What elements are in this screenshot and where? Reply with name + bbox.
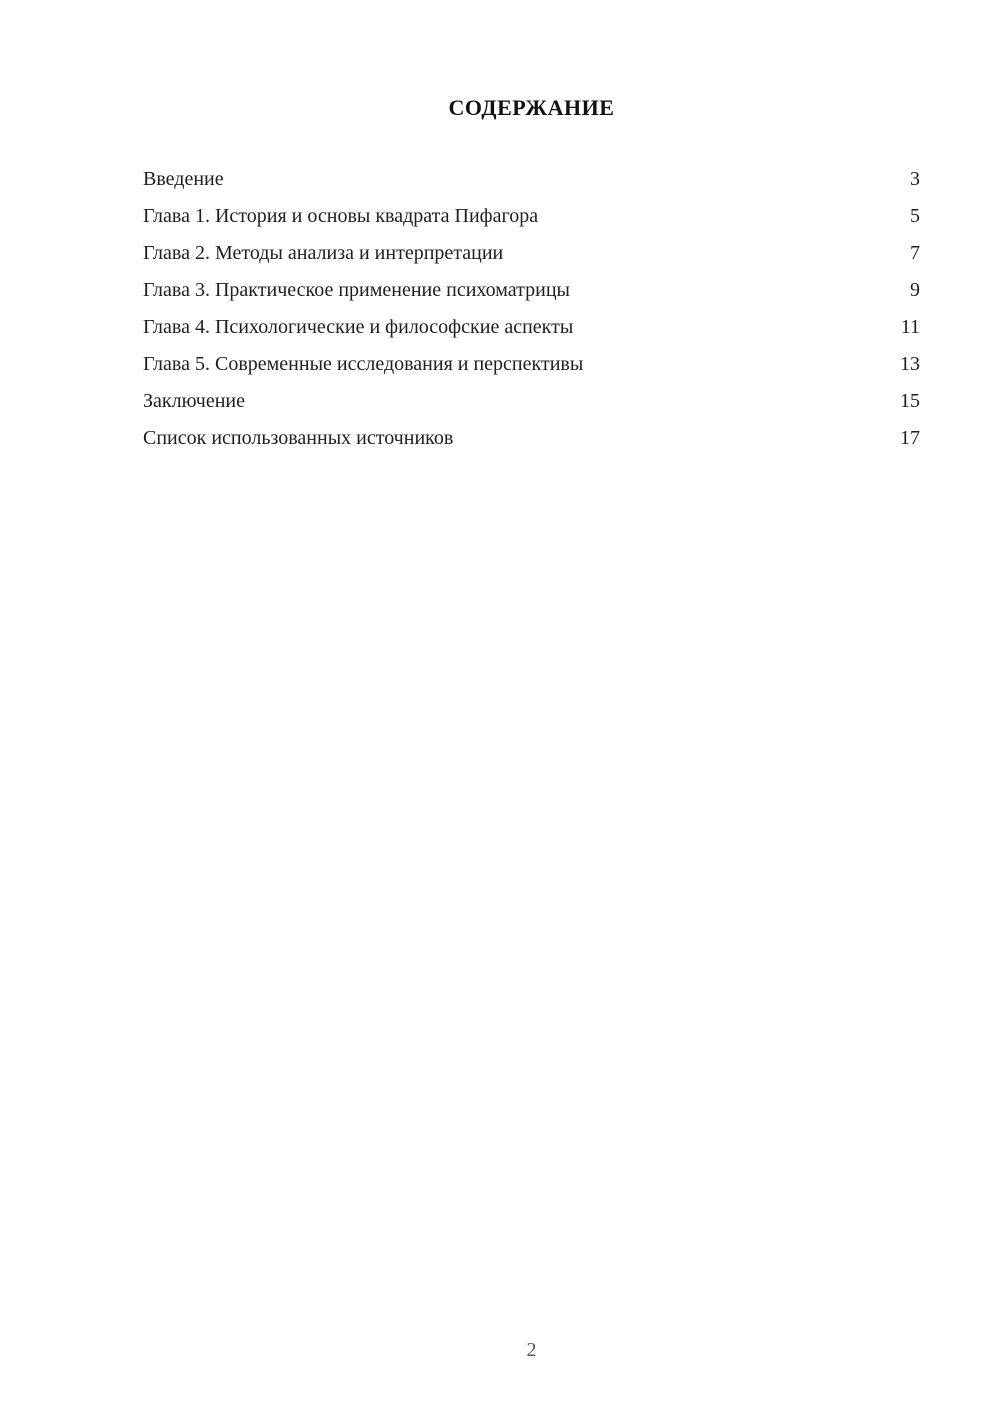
toc-entry-chapter-2 — [143, 235, 920, 272]
toc-entry-label: Глава 3. Практическое применение психоматрицы — [143, 279, 570, 301]
page-title: СОДЕРЖАНИЕ — [448, 95, 615, 120]
toc-entry-references — [143, 420, 920, 457]
toc-entry-label: Введение — [143, 168, 224, 190]
toc-entry-page: 17 — [900, 427, 920, 449]
toc-entry-label: Глава 5. Современные исследования и перспективы — [143, 353, 584, 375]
toc-entry-label: Глава 2. Методы анализа и интерпретации — [143, 242, 504, 264]
toc-entry-label: Глава 4. Психологические и философские аспекты — [143, 316, 574, 338]
toc-entry-chapter-3 — [143, 272, 920, 309]
toc-entry-page: 5 — [910, 205, 920, 227]
toc-entry-page: 3 — [910, 168, 920, 190]
toc-entry-page: 9 — [910, 279, 920, 301]
toc-entry-conclusion — [143, 383, 920, 420]
toc-entry-label: Глава 1. История и основы квадрата Пифагора — [143, 205, 539, 227]
toc-content — [143, 95, 920, 457]
toc-entry-chapter-1 — [143, 198, 920, 235]
toc-entry-label: Список использованных источников — [143, 427, 454, 449]
toc-entry-introduction — [143, 161, 920, 198]
footer-page-number: 2 — [526, 1339, 537, 1361]
toc-entry-label: Заключение — [143, 390, 245, 412]
toc-entry-page: 11 — [900, 316, 920, 338]
toc-entry-page: 7 — [910, 242, 920, 264]
toc-entry-chapter-4 — [143, 309, 920, 346]
toc-entry-chapter-5 — [143, 346, 920, 383]
toc-entry-page: 13 — [900, 353, 920, 375]
table-of-contents — [143, 161, 920, 457]
toc-entry-page: 15 — [900, 390, 920, 412]
